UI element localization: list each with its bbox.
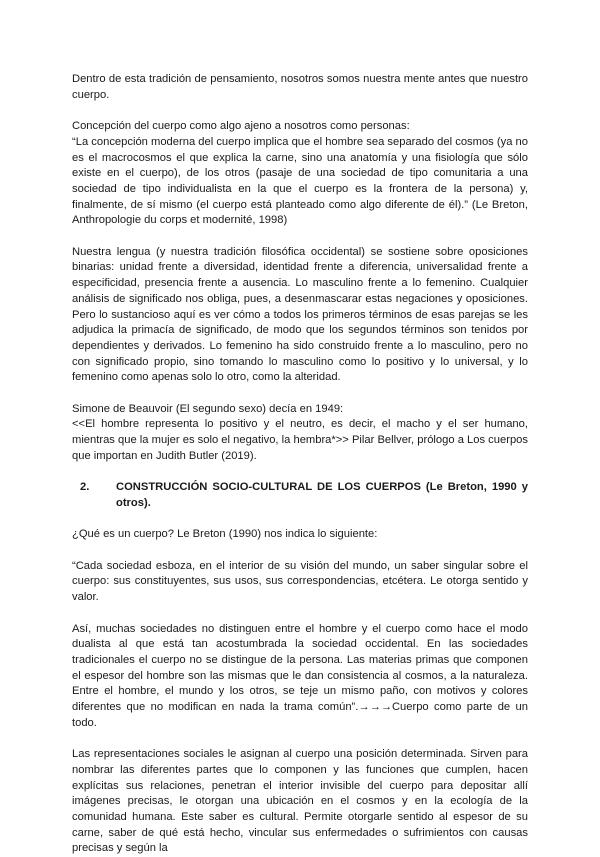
paragraph-question: ¿Qué es un cuerpo? Le Breton (1990) nos indica lo siguiente: [72,528,378,541]
section-number: 2. [80,481,90,494]
section-heading [72,480,528,511]
paragraph-body-concept [72,119,528,229]
paragraph-title: Concepción del cuerpo como algo ajeno a nosotros como personas: [72,120,410,133]
quote-beauvoir: <<El hombre representa lo positivo y el neutro, es decir, el macho y el ser humano, mientras que la mujer es solo el negativo, la hembra*>> Pilar Bellver, prólogo a Los cuerpos que importan en Judith Butler (2019). [72,418,528,462]
paragraph-traditional-societies: Así, muchas sociedades no distinguen entre el hombre y el cuerpo como hace el modo dualista al que está tan acostumbrada la sociedad occidental. En las sociedades tradicionales el cuerpo no se distingue de la persona. Las materias primas que componen el espesor del hombre son las mismas que le dan consistencia al cosmos, a la naturaleza. Entre el hombre, el mundo y los otros, se teje un mismo paño, con motivos y colores diferentes que no modifican en nada la trama común”.→→→Cuerpo como parte de un todo. [72,622,528,729]
paragraph-binary-oppositions: Nuestra lengua (y nuestra tradición filosófica occidental) se sostiene sobre oposiciones binarias: unidad frente a diversidad, identidad frente a diferencia, universalidad frente a especificidad, presencia frente a ausencia. Lo masculino frente a lo femenino. Cualquier análisis de significado nos obliga, pues, a desenmascarar estas negaciones y oposiciones. Pero lo sustancioso aquí es ver cómo a todos los primeros términos de esas parejas se les adjudica la primacía de significado, de modo que los segundos términos son tenidos por dependientes y derivados. Lo femenino ha sido construido frente a lo masculino, pero no con significado propio, sino tomando lo masculino como lo positivo y lo universal, y lo femenino como apenas solo lo otro, como la alteridad. [72,245,528,384]
quote-le-breton: “La concepción moderna del cuerpo implica que el hombre sea separado del cosmos (ya no es el macrocosmos el que explica la carne, sino una anatomía y una fisiología que sólo existe en el cuerpo), de los otros (pasaje de una sociedad de tipo comunitaria a una sociedad de tipo individualista en la que el cuerpo es la frontera de la persona) y, finalmente, de sí mismo (el cuerpo está planteado como algo diferente de él).” (Le Breton, Anthropologie du corps et modernité, 1998) [72,135,528,227]
paragraph-intro: Dentro de esta tradición de pensamiento, nosotros somos nuestra mente antes que nuestro cuerpo. [72,73,528,101]
paragraph-social-representations: Las representaciones sociales le asignan al cuerpo una posición determinada. Sirven para nombrar las diferentes partes que lo componen y las funciones que cumplen, hacen explícitas sus relaciones, penetran el interior invisible del cuerpo para depositar allí imágenes precisas, le otorgan una ubicación en el cosmos y en la ecología de la comunidad humana. Este saber es cultural. Permite otorgarle sentido al espesor de su carne, saber de qué está hecho, vincular sus enfermedades o sufrimientos con causas precisas y según la [72,748,528,855]
beauvoir-intro: Simone de Beauvoir (El segundo sexo) decía en 1949: [72,402,344,415]
paragraph-quote-society: “Cada sociedad esboza, en el interior de su visión del mundo, un saber singular sobre el cuerpo: sus constituyentes, sus usos, sus correspondencias, etcétera. Le otorga sentido y valor. [72,559,528,604]
section-title: CONSTRUCCIÓN SOCIO-CULTURAL DE LOS CUERPOS (Le Breton, 1990 y otros). [116,481,528,509]
paragraph-beauvoir [72,402,528,465]
